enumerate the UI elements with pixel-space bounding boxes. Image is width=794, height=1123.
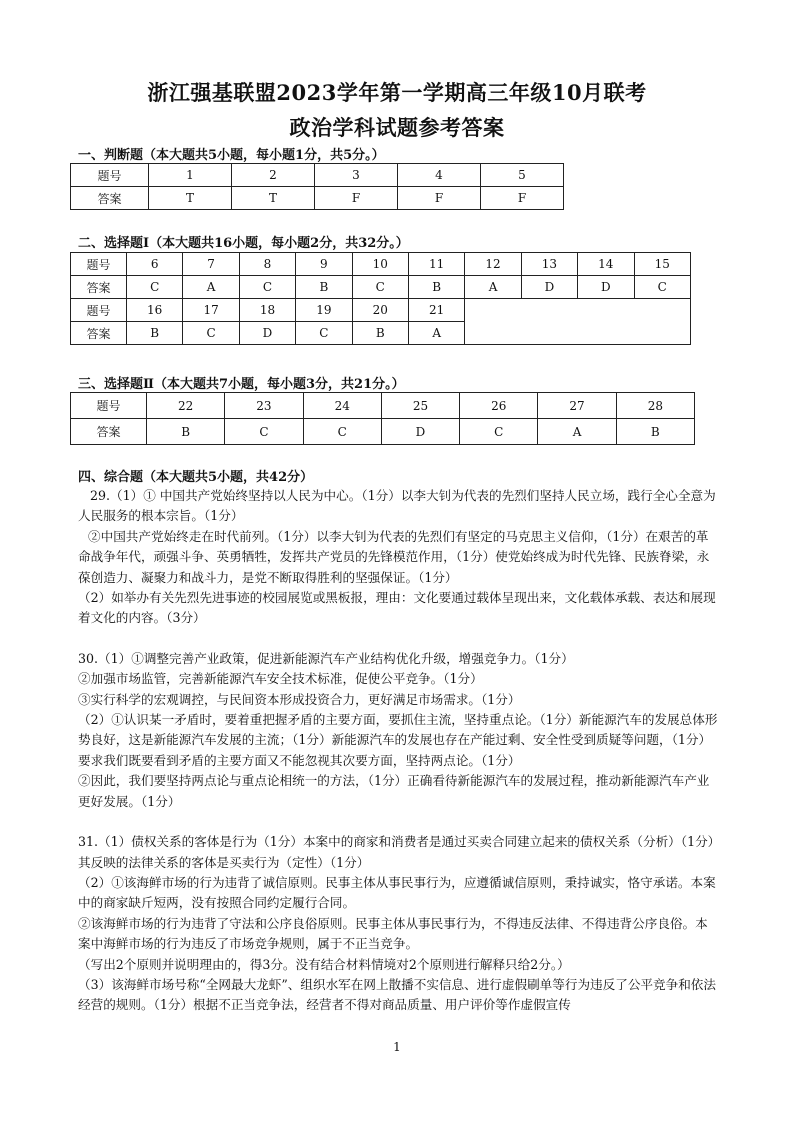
answer-cell: D bbox=[381, 419, 459, 445]
question-number: 6 bbox=[127, 253, 183, 276]
answer-cell: C bbox=[183, 322, 239, 345]
paragraph: 30.（1）①调整完善产业政策，促进新能源汽车产业结构优化升级，增强竞争力。（1分） bbox=[78, 650, 574, 666]
paragraph: 31.（1）债权关系的客体是行为（1分）本案中的商家和消费者是通过买卖合同建立起来的债权关系（分析）（1分）其反映的法律关系的客体是买卖行为（定性）（1分） bbox=[78, 834, 714, 870]
answer-cell: D bbox=[239, 322, 295, 345]
answer-cell: A bbox=[465, 276, 521, 299]
answer-cell: A bbox=[183, 276, 239, 299]
table-row bbox=[71, 253, 691, 276]
section-1-table bbox=[70, 163, 564, 210]
paragraph: （2）如举办有关先烈先进事迹的校园展览或黑板报，理由：文化要通过载体呈现出来，文化载体承载、表达和展现着文化的内容。（3分） bbox=[78, 590, 716, 626]
question-number: 25 bbox=[381, 393, 459, 419]
answer-cell: C bbox=[239, 276, 295, 299]
page-subtitle: 政治学科试题参考答案 bbox=[289, 115, 505, 140]
answer-cell: T bbox=[232, 187, 315, 210]
answer-cell: C bbox=[634, 276, 690, 299]
answer-cell: B bbox=[147, 419, 225, 445]
question-number: 8 bbox=[239, 253, 295, 276]
question-number: 12 bbox=[465, 253, 521, 276]
question-number: 9 bbox=[296, 253, 352, 276]
page-title: 浙江强基联盟2023学年第一学期高三年级10月联考 bbox=[147, 80, 647, 105]
paragraph: ②该海鲜市场的行为违背了守法和公序良俗原则。民事主体从事民事行为，不得违反法律、不得违背公序良俗。本案中海鲜市场的行为违反了市场竞争规则，属于不正当竞争。 bbox=[78, 915, 708, 952]
section-4-heading: 四、综合题（本大题共5小题，共42分） bbox=[78, 470, 314, 485]
question-number: 7 bbox=[183, 253, 239, 276]
row-label: 题号 bbox=[71, 253, 127, 276]
question-number: 16 bbox=[127, 299, 183, 322]
paragraph: （2）①该海鲜市场的行为违背了诚信原则。民事主体从事民事行为，应遵循诚信原则，秉持诚实，恪守承诺。本案中的商家缺斤短两，没有按照合同约定履行合同。 bbox=[78, 874, 716, 911]
answer-cell: B bbox=[616, 419, 694, 445]
paragraph: （2）①认识某一矛盾时，要着重把握矛盾的主要方面，要抓住主流，坚持重点论。（1分）新能源汽车的发展总体形势良好，这是新能源汽车发展的主流；（1分）新能源汽车的发展也存在产能过剩、安全性受到质疑等问题，（1分）要求我们既要看到矛盾的主要方面又不能忽视其次要方面，坚持两点论。（1分） bbox=[78, 712, 718, 768]
table-row bbox=[71, 276, 691, 299]
question-number: 14 bbox=[578, 253, 634, 276]
paragraph: （3）该海鲜市场号称“全网最大龙虾”、组织水军在网上散播不实信息、进行虚假刷单等行为违反了公平竞争和依法经营的规则。（1分）根据不正当竞争法，经营者不得对商品质量、用户评价等作虚假宣传 bbox=[78, 976, 716, 1013]
table-row bbox=[71, 299, 691, 322]
question-number: 23 bbox=[225, 393, 303, 419]
answer-cell: C bbox=[303, 419, 381, 445]
section-1-heading: 一、判断题（本大题共5小题，每小题1分，共5分。） bbox=[78, 148, 385, 163]
row-label: 题号 bbox=[71, 393, 147, 419]
section-2-table bbox=[70, 252, 691, 345]
paragraph: 29.（1）① 中国共产党始终坚持以人民为中心。（1分）以李大钊为代表的先烈们坚持人民立场，践行全心全意为人民服务的根本宗旨。（1分） bbox=[78, 488, 716, 524]
paragraph: ③实行科学的宏观调控，与民间资本形成投资合力，更好满足市场需求。（1分） bbox=[78, 691, 521, 707]
page-number: 1 bbox=[393, 1040, 401, 1054]
answer-cell: C bbox=[127, 276, 183, 299]
question-number: 15 bbox=[634, 253, 690, 276]
table-row bbox=[71, 187, 564, 210]
question-number: 3 bbox=[315, 164, 398, 187]
answer-cell: B bbox=[127, 322, 183, 345]
question-number: 2 bbox=[232, 164, 315, 187]
row-label: 答案 bbox=[71, 419, 147, 445]
question-number: 26 bbox=[460, 393, 538, 419]
paragraph: ②因此，我们要坚持两点论与重点论相统一的方法，（1分）正确看待新能源汽车的发展过程，推动新能源汽车产业更好发展。（1分） bbox=[78, 773, 710, 809]
section-3-table bbox=[70, 392, 695, 445]
answer-cell: C bbox=[352, 276, 408, 299]
answer-cell: A bbox=[408, 322, 464, 345]
question-number: 27 bbox=[538, 393, 616, 419]
answer-cell: B bbox=[408, 276, 464, 299]
section-3-heading: 三、选择题Ⅱ（本大题共7小题，每小题3分，共21分。） bbox=[78, 377, 405, 392]
question-number: 18 bbox=[239, 299, 295, 322]
answer-cell: F bbox=[398, 187, 481, 210]
question-number: 10 bbox=[352, 253, 408, 276]
row-label: 题号 bbox=[71, 164, 149, 187]
answer-cell: F bbox=[315, 187, 398, 210]
table-row bbox=[71, 419, 695, 445]
answer-cell: C bbox=[225, 419, 303, 445]
row-label: 答案 bbox=[71, 322, 127, 345]
question-number: 1 bbox=[149, 164, 232, 187]
answer-cell: D bbox=[521, 276, 577, 299]
question-number: 21 bbox=[408, 299, 464, 322]
row-label: 答案 bbox=[71, 276, 127, 299]
answer-cell: T bbox=[149, 187, 232, 210]
answer-cell: D bbox=[578, 276, 634, 299]
table-row bbox=[71, 393, 695, 419]
answer-cell: F bbox=[481, 187, 564, 210]
answer-cell: B bbox=[352, 322, 408, 345]
question-number: 22 bbox=[147, 393, 225, 419]
answer-cell: B bbox=[296, 276, 352, 299]
paragraph: （写出2个原则并说明理由的，得3分。没有结合材料情境对2个原则进行解释只给2分。） bbox=[78, 956, 570, 972]
answer-cell: C bbox=[460, 419, 538, 445]
answer-body bbox=[78, 486, 718, 1016]
row-label: 题号 bbox=[71, 299, 127, 322]
paragraph: ②加强市场监管，完善新能源汽车安全技术标准，促使公平竞争。（1分） bbox=[78, 671, 483, 687]
question-number: 24 bbox=[303, 393, 381, 419]
answer-cell: C bbox=[296, 322, 352, 345]
empty-cell bbox=[465, 299, 691, 345]
question-number: 17 bbox=[183, 299, 239, 322]
section-2-heading: 二、选择题Ⅰ（本大题共16小题，每小题2分，共32分。） bbox=[78, 236, 409, 251]
paragraph: ②中国共产党始终走在时代前列。（1分）以李大钊为代表的先烈们有坚定的马克思主义信仰，（1分）在艰苦的革命战争年代，顽强斗争、英勇牺牲，发挥共产党员的先锋模范作用，（1分）使党始终成为时代先锋、民族脊梁，永葆创造力、凝聚力和战斗力，是党不断取得胜利的坚强保证。（1分） bbox=[78, 528, 710, 585]
table-row bbox=[71, 164, 564, 187]
question-number: 11 bbox=[408, 253, 464, 276]
question-number: 13 bbox=[521, 253, 577, 276]
question-number: 5 bbox=[481, 164, 564, 187]
question-number: 19 bbox=[296, 299, 352, 322]
question-number: 4 bbox=[398, 164, 481, 187]
answer-cell: A bbox=[538, 419, 616, 445]
question-number: 20 bbox=[352, 299, 408, 322]
row-label: 答案 bbox=[71, 187, 149, 210]
question-number: 28 bbox=[616, 393, 694, 419]
